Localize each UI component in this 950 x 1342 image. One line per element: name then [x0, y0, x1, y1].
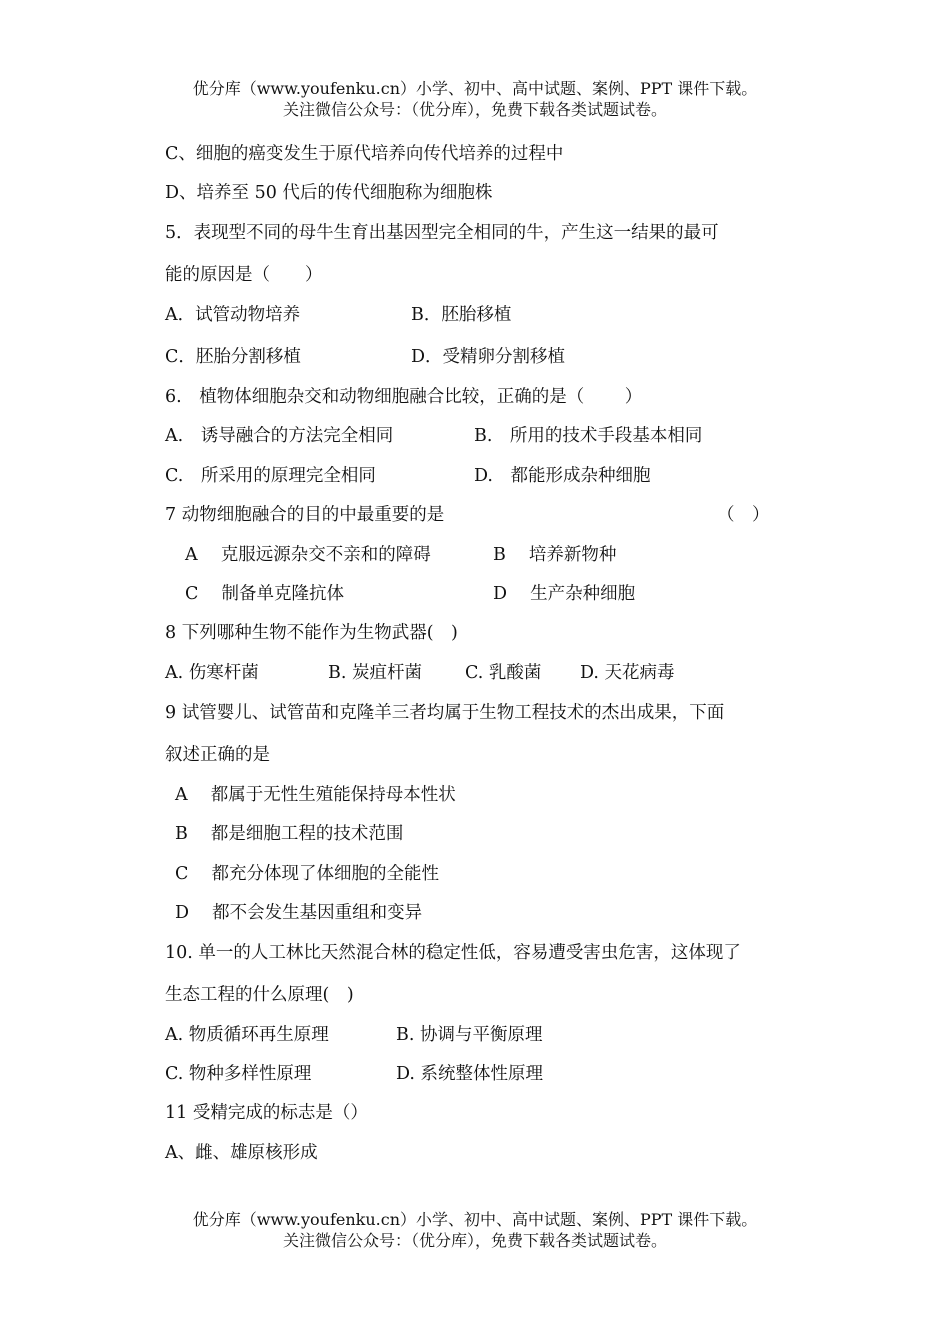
- q10-option-c: C. 物种多样性原理: [165, 1064, 312, 1084]
- q9-stem-line-1: 9 试管婴儿、试管苗和克隆羊三者均属于生物工程技术的杰出成果，下面: [165, 703, 725, 723]
- q6-option-a: A. 诱导融合的方法完全相同: [165, 426, 394, 446]
- q5-option-b: B．胚胎移植: [411, 305, 512, 325]
- q4-option-c: C、细胞的癌变发生于原代培养向传代培养的过程中: [165, 144, 564, 164]
- q9-stem-line-2: 叙述正确的是: [165, 745, 270, 765]
- q10-option-b: B. 协调与平衡原理: [396, 1025, 543, 1045]
- header-line-2: 关注微信公众号：（优分库），免费下载各类试题试卷。: [282, 100, 667, 119]
- q5-option-c: C．胚胎分割移植: [165, 347, 301, 367]
- header-line-1: 优分库（www.youfenku.cn）小学、初中、高中试题、案例、PPT 课件下载。: [192, 79, 758, 98]
- q8-option-b: B. 炭疽杆菌: [328, 663, 422, 683]
- q7-option-b: B 培养新物种: [493, 545, 617, 565]
- q8-option-c: C. 乳酸菌: [465, 663, 542, 683]
- q6-option-c: C. 所采用的原理完全相同: [165, 466, 376, 486]
- q11-option-a: A、雌、雄原核形成: [165, 1143, 318, 1163]
- q10-option-a: A. 物质循环再生原理: [165, 1025, 329, 1045]
- q8-option-a: A. 伤寒杆菌: [165, 663, 259, 683]
- q5-stem-line-1: 5．表现型不同的母牛生育出基因型完全相同的牛，产生这一结果的最可: [165, 223, 719, 243]
- q10-option-d: D. 系统整体性原理: [396, 1064, 544, 1084]
- q10-stem-line-2: 生态工程的什么原理( ): [165, 985, 354, 1005]
- q7-answer-paren: （ ）: [717, 505, 770, 525]
- footer-line-1: 优分库（www.youfenku.cn）小学、初中、高中试题、案例、PPT 课件下载。: [192, 1210, 758, 1229]
- q6-stem: 6. 植物体细胞杂交和动物细胞融合比较，正确的是（ ）: [165, 387, 643, 407]
- q9-option-a: A 都属于无性生殖能保持母本性状: [175, 785, 456, 805]
- q6-option-b: B. 所用的技术手段基本相同: [474, 426, 703, 446]
- q9-option-b: B 都是细胞工程的技术范围: [175, 824, 404, 844]
- q10-stem-line-1: 10. 单一的人工林比天然混合林的稳定性低，容易遭受害虫危害，这体现了: [165, 943, 741, 963]
- q5-option-a: A．试管动物培养: [165, 305, 301, 325]
- q5-option-d: D．受精卵分割移植: [411, 347, 566, 367]
- q9-option-d: D 都不会发生基因重组和变异: [175, 903, 423, 923]
- q8-option-d: D. 天花病毒: [580, 663, 675, 683]
- q7-option-d: D 生产杂种细胞: [493, 584, 636, 604]
- q7-option-a: A 克服远源杂交不亲和的障碍: [185, 545, 431, 565]
- footer-line-2: 关注微信公众号：（优分库），免费下载各类试题试卷。: [282, 1231, 667, 1250]
- q7-option-c: C 制备单克隆抗体: [185, 584, 344, 604]
- q8-stem: 8 下列哪种生物不能作为生物武器( ): [165, 623, 458, 643]
- q4-option-d: D、培养至 50 代后的传代细胞称为细胞株: [165, 183, 493, 203]
- q11-stem: 11 受精完成的标志是（）: [165, 1103, 368, 1123]
- q6-option-d: D. 都能形成杂种细胞: [474, 466, 651, 486]
- q5-stem-line-2: 能的原因是（ ）: [165, 265, 323, 285]
- q9-option-c: C 都充分体现了体细胞的全能性: [175, 864, 439, 884]
- q7-stem: 7 动物细胞融合的目的中最重要的是: [165, 505, 445, 525]
